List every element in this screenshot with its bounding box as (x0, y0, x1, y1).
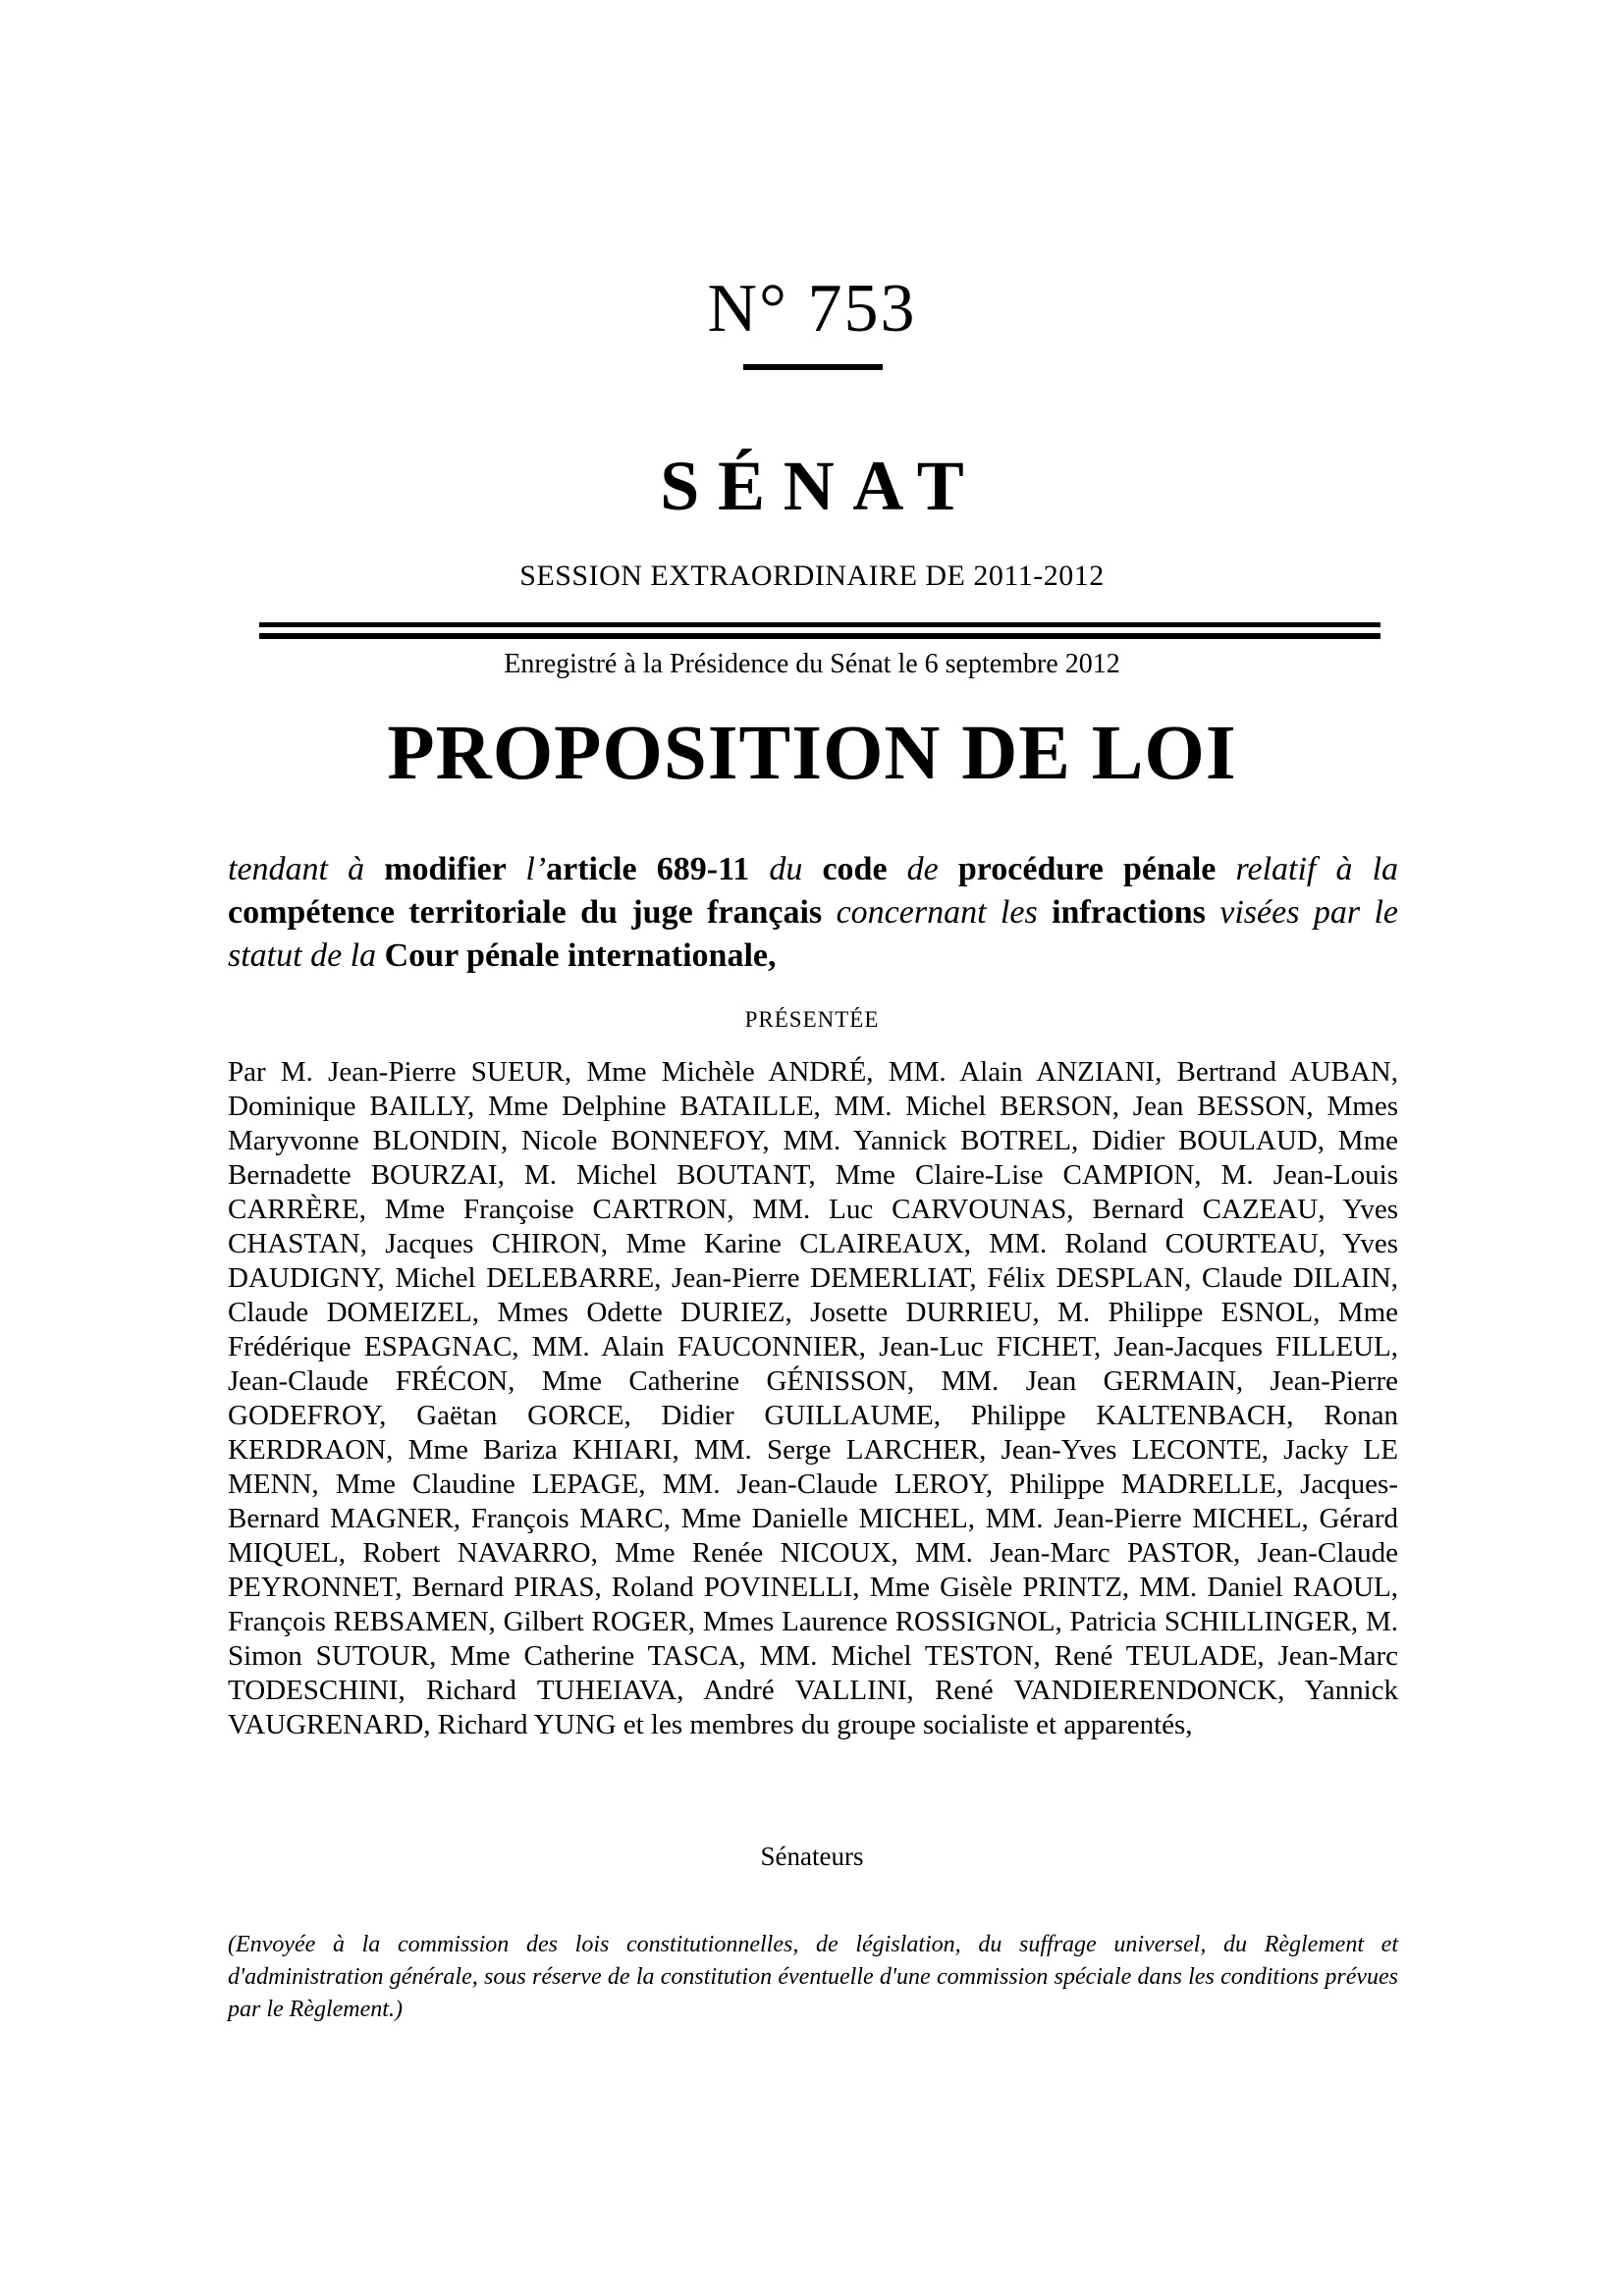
subtitle-segment: Cour pénale internationale, (384, 937, 777, 974)
double-divider-rule (259, 622, 1380, 639)
subtitle-segment: de (906, 851, 958, 887)
subtitle-segment: l’ (525, 851, 547, 887)
subtitle-segment: relatif à la (1235, 851, 1399, 887)
session-line: SESSION EXTRAORDINAIRE DE 2011-2012 (519, 560, 1105, 592)
subtitle-segment: infractions (1052, 894, 1220, 931)
subtitle-segment: visées par le statut de la (228, 894, 1398, 974)
presented-label: PRÉSENTÉE (744, 1007, 880, 1032)
subtitle-segment: procédure pénale (957, 851, 1236, 887)
subtitle-segment: compétence territoriale du juge français (228, 894, 837, 931)
subtitle-segment: article 689-11 (546, 851, 770, 887)
institution-title: SÉNAT (660, 447, 983, 525)
number-divider-rule (743, 364, 883, 370)
subtitle-segment: code (822, 851, 907, 887)
subtitle-segment: tendant à (228, 851, 385, 887)
subtitle-segment: concernant les (836, 894, 1053, 931)
document-number: N° 753 (707, 271, 917, 347)
subtitle-segment: modifier (384, 851, 526, 887)
subtitle-segment: du (769, 851, 823, 887)
referral-note: (Envoyée à la commission des lois constitutionnelles, de législation, du suffrage universel, du Règlement et d'administration générale, sous réserve de la constitution éventuelle d'une commission spéciale dans les conditions prévues par le Règlement.) (228, 1932, 1398, 2022)
registration-note: Enregistré à la Présidence du Sénat le 6 septembre 2012 (504, 649, 1120, 679)
authors-paragraph: Par M. Jean-Pierre SUEUR, Mme Michèle ANDRÉ, MM. Alain ANZIANI, Bertrand AUBAN, Dominique BAILLY, Mme Delphine BATAILLE, MM. Michel BERSON, Jean BESSON, Mmes Maryvonne BLONDIN, Nicole BONNEFOY, MM. Yannick BOTREL, Didier BOULAUD, Mme Bernadette BOURZAI, M. Michel BOUTANT, Mme Claire-Lise CAMPION, M. Jean-Louis CARRÈRE, Mme Françoise CARTRON, MM. Luc CARVOUNAS, Bernard CAZEAU, Yves CHASTAN, Jacques CHIRON, Mme Karine CLAIREAUX, MM. Roland COURTEAU, Yves DAUDIGNY, Michel DELEBARRE, Jean-Pierre DEMERLIAT, Félix DESPLAN, Claude DILAIN, Claude DOMEIZEL, Mmes Odette DURIEZ, Josette DURRIEU, M. Philippe ESNOL, Mme Frédérique ESPAGNAC, MM. Alain FAUCONNIER, Jean-Luc FICHET, Jean-Jacques FILLEUL, Jean-Claude FRÉCON, Mme Catherine GÉNISSON, MM. Jean GERMAIN, Jean-Pierre GODEFROY, Gaëtan GORCE, Didier GUILLAUME, Philippe KALTENBACH, Ronan KERDRAON, Mme Bariza KHIARI, MM. Serge LARCHER, Jean-Yves LECONTE, Jacky LE MENN, Mme Claudine LEPAGE, MM. Jean-Claude LEROY, Philippe MADRELLE, Jacques-Bernard MAGNER, François MARC, Mme Danielle MICHEL, MM. Jean-Pierre MICHEL, Gérard MIQUEL, Robert NAVARRO, Mme Renée NICOUX, MM. Jean-Marc PASTOR, Jean-Claude PEYRONNET, Bernard PIRAS, Roland POVINELLI, Mme Gisèle PRINTZ, MM. Daniel RAOUL, François REBSAMEN, Gilbert ROGER, Mmes Laurence ROSSIGNOL, Patricia SCHILLINGER, M. Simon SUTOUR, Mme Catherine TASCA, MM. Michel TESTON, René TEULADE, Jean-Marc TODESCHINI, Richard TUHEIAVA, André VALLINI, René VANDIERENDONCK, Yannick VAUGRENARD, Richard YUNG et les membres du groupe socialiste et apparentés, (228, 1056, 1398, 1740)
law-title: PROPOSITION DE LOI (387, 711, 1237, 796)
law-subtitle (228, 848, 1398, 978)
authors-role-label: Sénateurs (760, 1842, 864, 1871)
